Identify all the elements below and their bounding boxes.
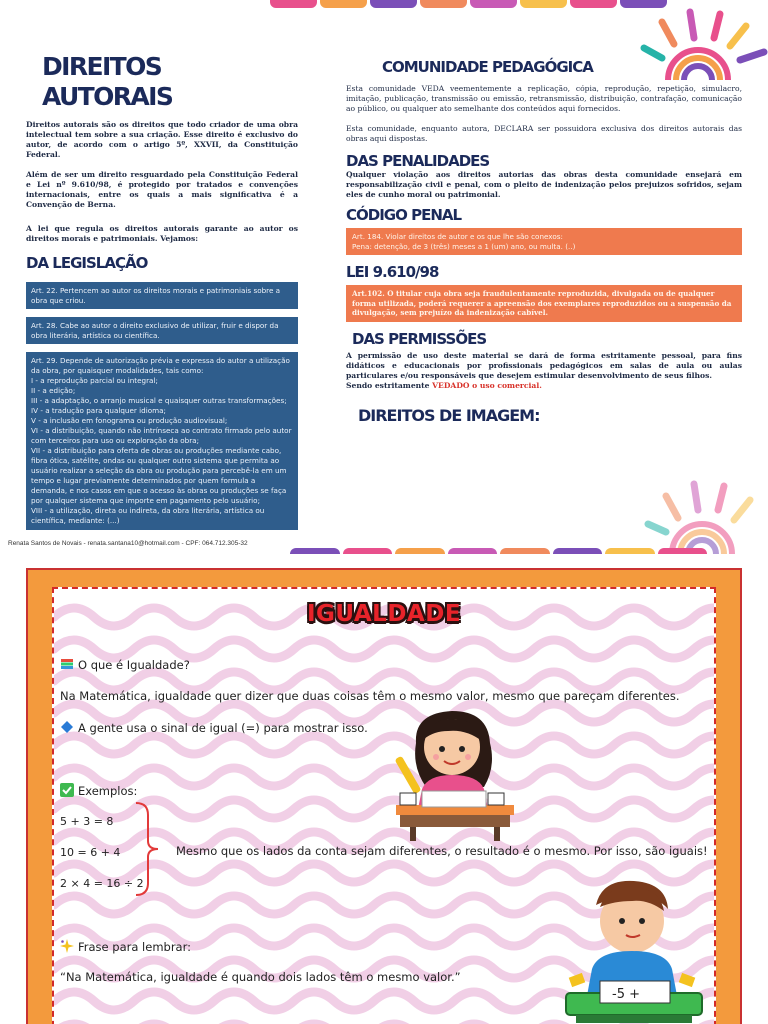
- worksheet-title: IGUALDADE: [306, 601, 462, 627]
- books-icon: [60, 657, 74, 671]
- art29-line: VIII - a utilização, direta ou indireta, da obra literária, artística ou científica, mediante: (...): [31, 505, 265, 525]
- quote-text: “Na Matemática, igualdade é quando dois lados têm o mesmo valor.”: [60, 970, 461, 984]
- imagem-title: DIREITOS DE IMAGEM:: [358, 405, 540, 425]
- art29-line: V - a inclusão em fonograma ou produção audiovisual;: [31, 416, 228, 426]
- art29-line: VI - a distribuição, quando não intrínseca ao contrato firmado pelo autor com terceiros para uso ou exploração da obra;: [31, 426, 292, 445]
- declaration-paragraph: Esta comunidade, enquanto autora, DECLARA ser possuidora exclusiva dos direitos autorais das obras aqui dispostas.: [346, 124, 742, 143]
- constitution-paragraph: Além de ser um direito resguardado pela Constituição Federal e Lei nº 9.610/98, é protegido por tratados e convenções internacionais, entre os quais a mais significativa é a Convenção de Berna.: [26, 170, 298, 209]
- lei-title: LEI 9.610/98: [346, 263, 439, 282]
- sparkles-icon: [60, 939, 74, 953]
- art29-line: Art. 29. Depende de autorização prévia e expressa do autor a utilização da obra, por quaisquer modalidades, tais como:: [31, 356, 290, 376]
- question-line: [60, 657, 190, 672]
- girl-studying-illustration: [392, 705, 518, 843]
- art184-penalty-line: Pena: detenção, de 3 (três) meses a 1 (um) ano, ou multa. (..): [352, 241, 576, 251]
- legislacao-title: DA LEGISLAÇÃO: [26, 254, 148, 272]
- permissoes-end-text: Sendo estritamente: [346, 380, 433, 390]
- art102-box: Art.102. O titular cuja obra seja fraudulentamente reproduzida, divulgada ou de qualquer forma utilizada, poderá requerer a apreensão dos exemplares reproduzidos ou a suspensão da divulgação, sem prejuízo da indenização cabível.: [346, 285, 742, 322]
- blue-diamond-icon: [60, 720, 74, 734]
- codigo-penal-title: CÓDIGO PENAL: [346, 206, 462, 224]
- equation-1: 5 + 3 = 8: [60, 815, 114, 828]
- intro-paragraph: Direitos autorais são os direitos que todo criador de uma obra intelectual tem sobre a sua criação. Esse direito é exclusivo do autor, de acordo com o artigo 5º, XXVII, da Constituição Federal.: [26, 120, 298, 159]
- boy-studying-illustration: [552, 875, 716, 1024]
- penalidades-title: DAS PENALIDADES: [346, 152, 490, 170]
- art29-line: II - a edição;: [31, 386, 76, 396]
- sign-text: A gente usa o sinal de igual (=) para mostrar isso.: [78, 721, 368, 735]
- footer-credit: Renata Santos de Novais - renata.santana10@hotmail.com - CPF: 064.712.305-32: [8, 540, 248, 547]
- art184-line: Art. 184. Violar direitos de autor e os que lhe são conexos:: [352, 232, 563, 241]
- art29-line: I - a reprodução parcial ou integral;: [31, 376, 158, 386]
- page-title: DIREITOS AUTORAIS: [42, 52, 173, 111]
- check-mark-icon: [60, 783, 74, 797]
- question-text: O que é Igualdade?: [78, 658, 190, 672]
- permissoes-paragraph: A permissão de uso deste material se dará de forma estritamente pessoal, para fins didáticos e educacionais por profissionais pedagógicos em salas de aula ou aulas particulares e/ou responsáveis que desejem estimular desenvolvimento de seus filhos.: [346, 350, 742, 380]
- definition-text: Na Matemática, igualdade quer dizer que duas coisas têm o mesmo valor, mesmo que pareçam diferentes.: [60, 689, 680, 703]
- comunidade-paragraph: Esta comunidade VEDA veementemente a replicação, cópia, reprodução, repetição, simulacro, imitação, publicação, transmissão ou emissão, retransmissão, distribuição, contrafação, comunicação ao público, ou qualquer ato semelhante dos conteúdos aqui fornecidos.: [346, 84, 742, 113]
- permissoes-title: DAS PERMISSÕES: [352, 329, 487, 348]
- decorative-bottom-strip: [290, 548, 710, 554]
- rainbow-decoration-bottom: [636, 478, 768, 556]
- worksheet-page: [0, 560, 768, 1024]
- brace-icon: [134, 801, 164, 897]
- art29-line: VII - a distribuição para oferta de obras ou produções mediante cabo, fibra ótica, satélite, ondas ou qualquer outro sistema que permita ao usuário realizar a seleção da obra ou produção para percebê-la em um tempo e lugar previamente determinados por quem formula a demanda, e nos casos em que o acesso às obras ou produções se faça por qualquer sistema que importe em pagamento pelo usuário;: [31, 445, 287, 505]
- art184-box: [346, 228, 742, 255]
- art28-box: Art. 28. Cabe ao autor o direito exclusivo de utilizar, fruir e dispor da obra literária, artística ou científica.: [26, 317, 298, 344]
- worksheet-inner: [52, 587, 716, 1024]
- svg-text:-5 +: -5 +: [612, 987, 640, 1002]
- art29-line: III - a adaptação, o arranjo musical e quaisquer outras transformações;: [31, 396, 287, 406]
- equation-2: 10 = 6 + 4: [60, 846, 121, 859]
- vedado-highlight: VEDADO o uso comercial.: [432, 380, 542, 390]
- examples-line: [60, 783, 137, 798]
- equation-3: 2 × 4 = 16 ÷ 2: [60, 877, 144, 890]
- right-column: [346, 58, 742, 425]
- art29-box: [26, 352, 298, 529]
- penalidades-paragraph: Qualquer violação aos direitos autorias das obras desta comunidade ensejará em responsabilização civil e penal, com o pleito de indenização pelos prejuizos sofridos, sejam eles de cunho moral ou patrimonial.: [346, 170, 742, 199]
- left-column: [26, 52, 298, 530]
- examples-label: Exemplos:: [78, 784, 138, 798]
- comunidade-title: COMUNIDADE PEDAGÓGICA: [382, 58, 593, 76]
- explanation-text: Mesmo que os lados da conta sejam diferentes, o resultado é o mesmo. Por isso, são iguais!: [176, 844, 708, 858]
- sign-line: [60, 720, 368, 735]
- law-paragraph: A lei que regula os direitos autorais garante ao autor os direitos morais e patrimoniais. Vejamos:: [26, 224, 298, 243]
- permissoes-end: [346, 381, 742, 391]
- phrase-line: [60, 939, 191, 954]
- decorative-top-strip: [270, 0, 670, 8]
- art29-line: IV - a tradução para qualquer idioma;: [31, 406, 166, 416]
- phrase-label: Frase para lembrar:: [78, 940, 192, 954]
- art22-box: Art. 22. Pertencem ao autor os direitos morais e patrimoniais sobre a obra que criou.: [26, 282, 298, 309]
